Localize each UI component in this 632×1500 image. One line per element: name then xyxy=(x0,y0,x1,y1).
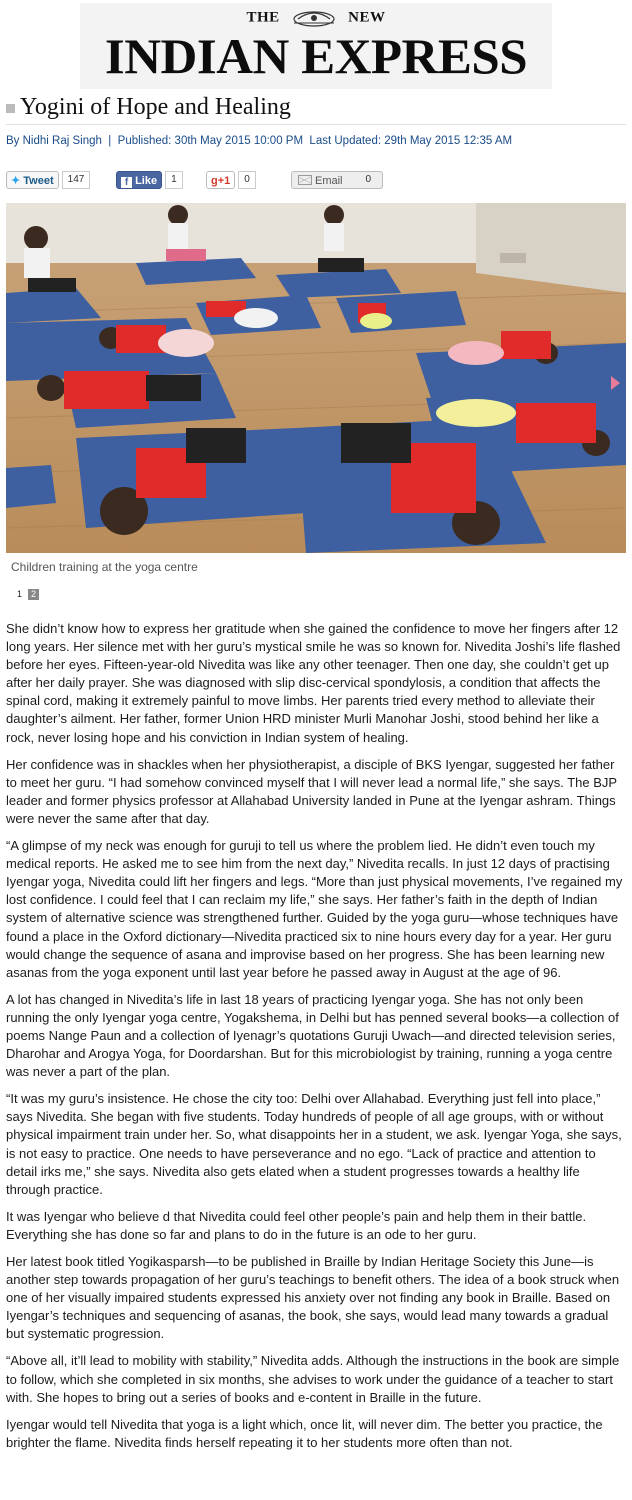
facebook-like-widget xyxy=(116,171,183,191)
google-plus-widget xyxy=(206,171,256,191)
masthead-the: THE xyxy=(246,9,280,26)
paragraph: Her latest book titled Yogikasparsh—to be published in Braille by Indian Heritage Society this June—is another step towards propagation of her guru’s teachings to benefit others. The idea of a book struck when one of her visually impaired students expressed his anxiety over not finding any book in Braille. Based on Iyengar’s techniques and sequencing of asanas, the book, she says, would lead many towards a gradual but systematic progression. xyxy=(6,1254,620,1342)
tweet-label: Tweet xyxy=(23,175,54,187)
tweet-count: 147 xyxy=(62,171,91,189)
photo-pager xyxy=(14,589,42,600)
yoga-class-photo xyxy=(6,203,626,553)
photo-caption: Children training at the yoga centre xyxy=(11,560,198,574)
paragraph: Iyengar would tell Nivedita that yoga is a light which, once lit, will never dim. The better you practice, the brighter the flame. Nivedita finds herself repeating it to her students more often than not. xyxy=(6,1416,603,1450)
paragraph: “A glimpse of my neck was enough for guruji to tell us where the problem lied. He didn’t even touch my medical reports. He asked me to see him from the next day,” Nivedita recalls. In just 12 days of practising Iyengar yoga, Nivedita could lift her fingers and legs. “More than just physical movements, I’ve regained my lost confidence. I could feel that I can reclaim my life,” she says. Her father’s faith in the depth of Indian system of alternative science was strengthened further. Guided by the yoga guru—whose techniques have found a place in the Oxford dictionary—Nivedita practiced six to nine hours every day for a year. Her guru would change the sequence of asana and improvise based on her progress. She has been learning new asanas from the yoga exponent until last year before he passed away in August at the age of 96. xyxy=(6,838,623,980)
article-headline xyxy=(6,94,626,125)
masthead-title: INDIAN EXPRESS xyxy=(104,28,528,84)
email-button[interactable] xyxy=(291,171,383,189)
tweet-button[interactable] xyxy=(6,171,59,189)
masthead-logo[interactable] xyxy=(80,3,552,89)
paragraph: “It was my guru’s insistence. He chose the city too: Delhi over Allahabad. Everything just fell into place,” says Nivedita. She began with five students. Today hundreds of people of all age groups, with or without physical impairment train under her. So, what disappoints her in a student, we ask. Iyengar Yoga, she says, is not easy to practice. One needs to have perseverance and no ego. “Lack of practice and attention to detail irks me,” she says. Nivedita also gets elated when a student progresses towards a healthy life through practice. xyxy=(6,1091,622,1197)
envelope-icon xyxy=(298,175,312,185)
paragraph: “Above all, it’ll lead to mobility with stability,” Nivedita adds. Although the instructions in the book are simple to follow, which she completed in six months, she advises to work under the guidance of a teacher to start with. She hopes to bring out a series of books and e-content in Braille in the future. xyxy=(6,1353,620,1405)
article-title: Yogini of Hope and Healing xyxy=(20,94,291,120)
google-plus-button[interactable]: g+1 xyxy=(206,171,235,189)
facebook-like-count: 1 xyxy=(165,171,183,189)
tweet-widget xyxy=(6,171,90,191)
paragraph: She didn’t know how to express her gratitude when she gained the confidence to move her fingers after 12 long years. Her silence met with her guru’s mystical smile he was so known for. Nivedita Joshi’s life flashed before her eyes. Fifteen-year-old Nivedita was like any other teenager. Then one day, she couldn’t get up after her daily prayer. She was diagnosed with slip disc-cervical spondylosis, a condition that affects the spinal cord, making it extremely painful to move limbs. Her parents tried every method to alleviate their daughter’s ailment. Her father, former Union HRD minister Murli Manohar Joshi, stood behind her like a rock, never losing hope and his conviction in Indian system of healing. xyxy=(6,621,621,745)
facebook-like-button[interactable] xyxy=(116,171,162,189)
email-count: 0 xyxy=(365,174,372,186)
article-byline: By Nidhi Raj Singh | Published: 30th May 2015 10:00 PM Last Updated: 29th May 2015 12:35 AM xyxy=(6,135,513,147)
article-photo xyxy=(6,203,626,553)
email-widget xyxy=(291,171,383,191)
email-label: Email xyxy=(315,175,343,187)
emblem-icon xyxy=(288,9,340,27)
google-plus-label: +1 xyxy=(217,175,231,187)
facebook-like-label: Like xyxy=(135,175,158,187)
masthead-top-line xyxy=(80,9,552,27)
facebook-icon: f xyxy=(121,177,132,188)
pager-page-2[interactable]: 2 xyxy=(28,589,39,600)
paragraph: Her confidence was in shackles when her physiotherapist, a disciple of BKS Iyengar, suggested her father to meet her guru. “I had somehow convinced myself that I will never lead a normal life,” she says. The BJP leader and former physics professor at Allahabad University landed in Pune at the Iyengar ashram. Things were never the same after that day. xyxy=(6,756,617,826)
article-body xyxy=(6,620,626,1461)
paragraph: A lot has changed in Nivedita’s life in last 18 years of practicing Iyengar yoga. She has not only been running the only Iyengar yoga centre, Yogakshema, in Delhi but has penned several books—a collection of poems Nange Paun and a collection of Iyenagr’s quotations Guruji Uwach—and directed television series, Dharohar and Arogya Yoga, for Doordarshan. But for this microbiologist by training, running a yoga centre was never a part of the plan. xyxy=(6,991,619,1080)
masthead-new: NEW xyxy=(348,9,386,26)
headline-bullet-icon xyxy=(6,104,15,113)
twitter-bird-icon: ✦ xyxy=(11,175,21,187)
pager-page-1[interactable]: 1 xyxy=(16,589,22,599)
google-plus-count: 0 xyxy=(238,171,256,189)
paragraph: It was Iyengar who believe d that Nivedita could feel other people’s pain and help them in their battle. Everything she has done so far and plans to do in the future is an ode to her guru. xyxy=(6,1208,587,1242)
